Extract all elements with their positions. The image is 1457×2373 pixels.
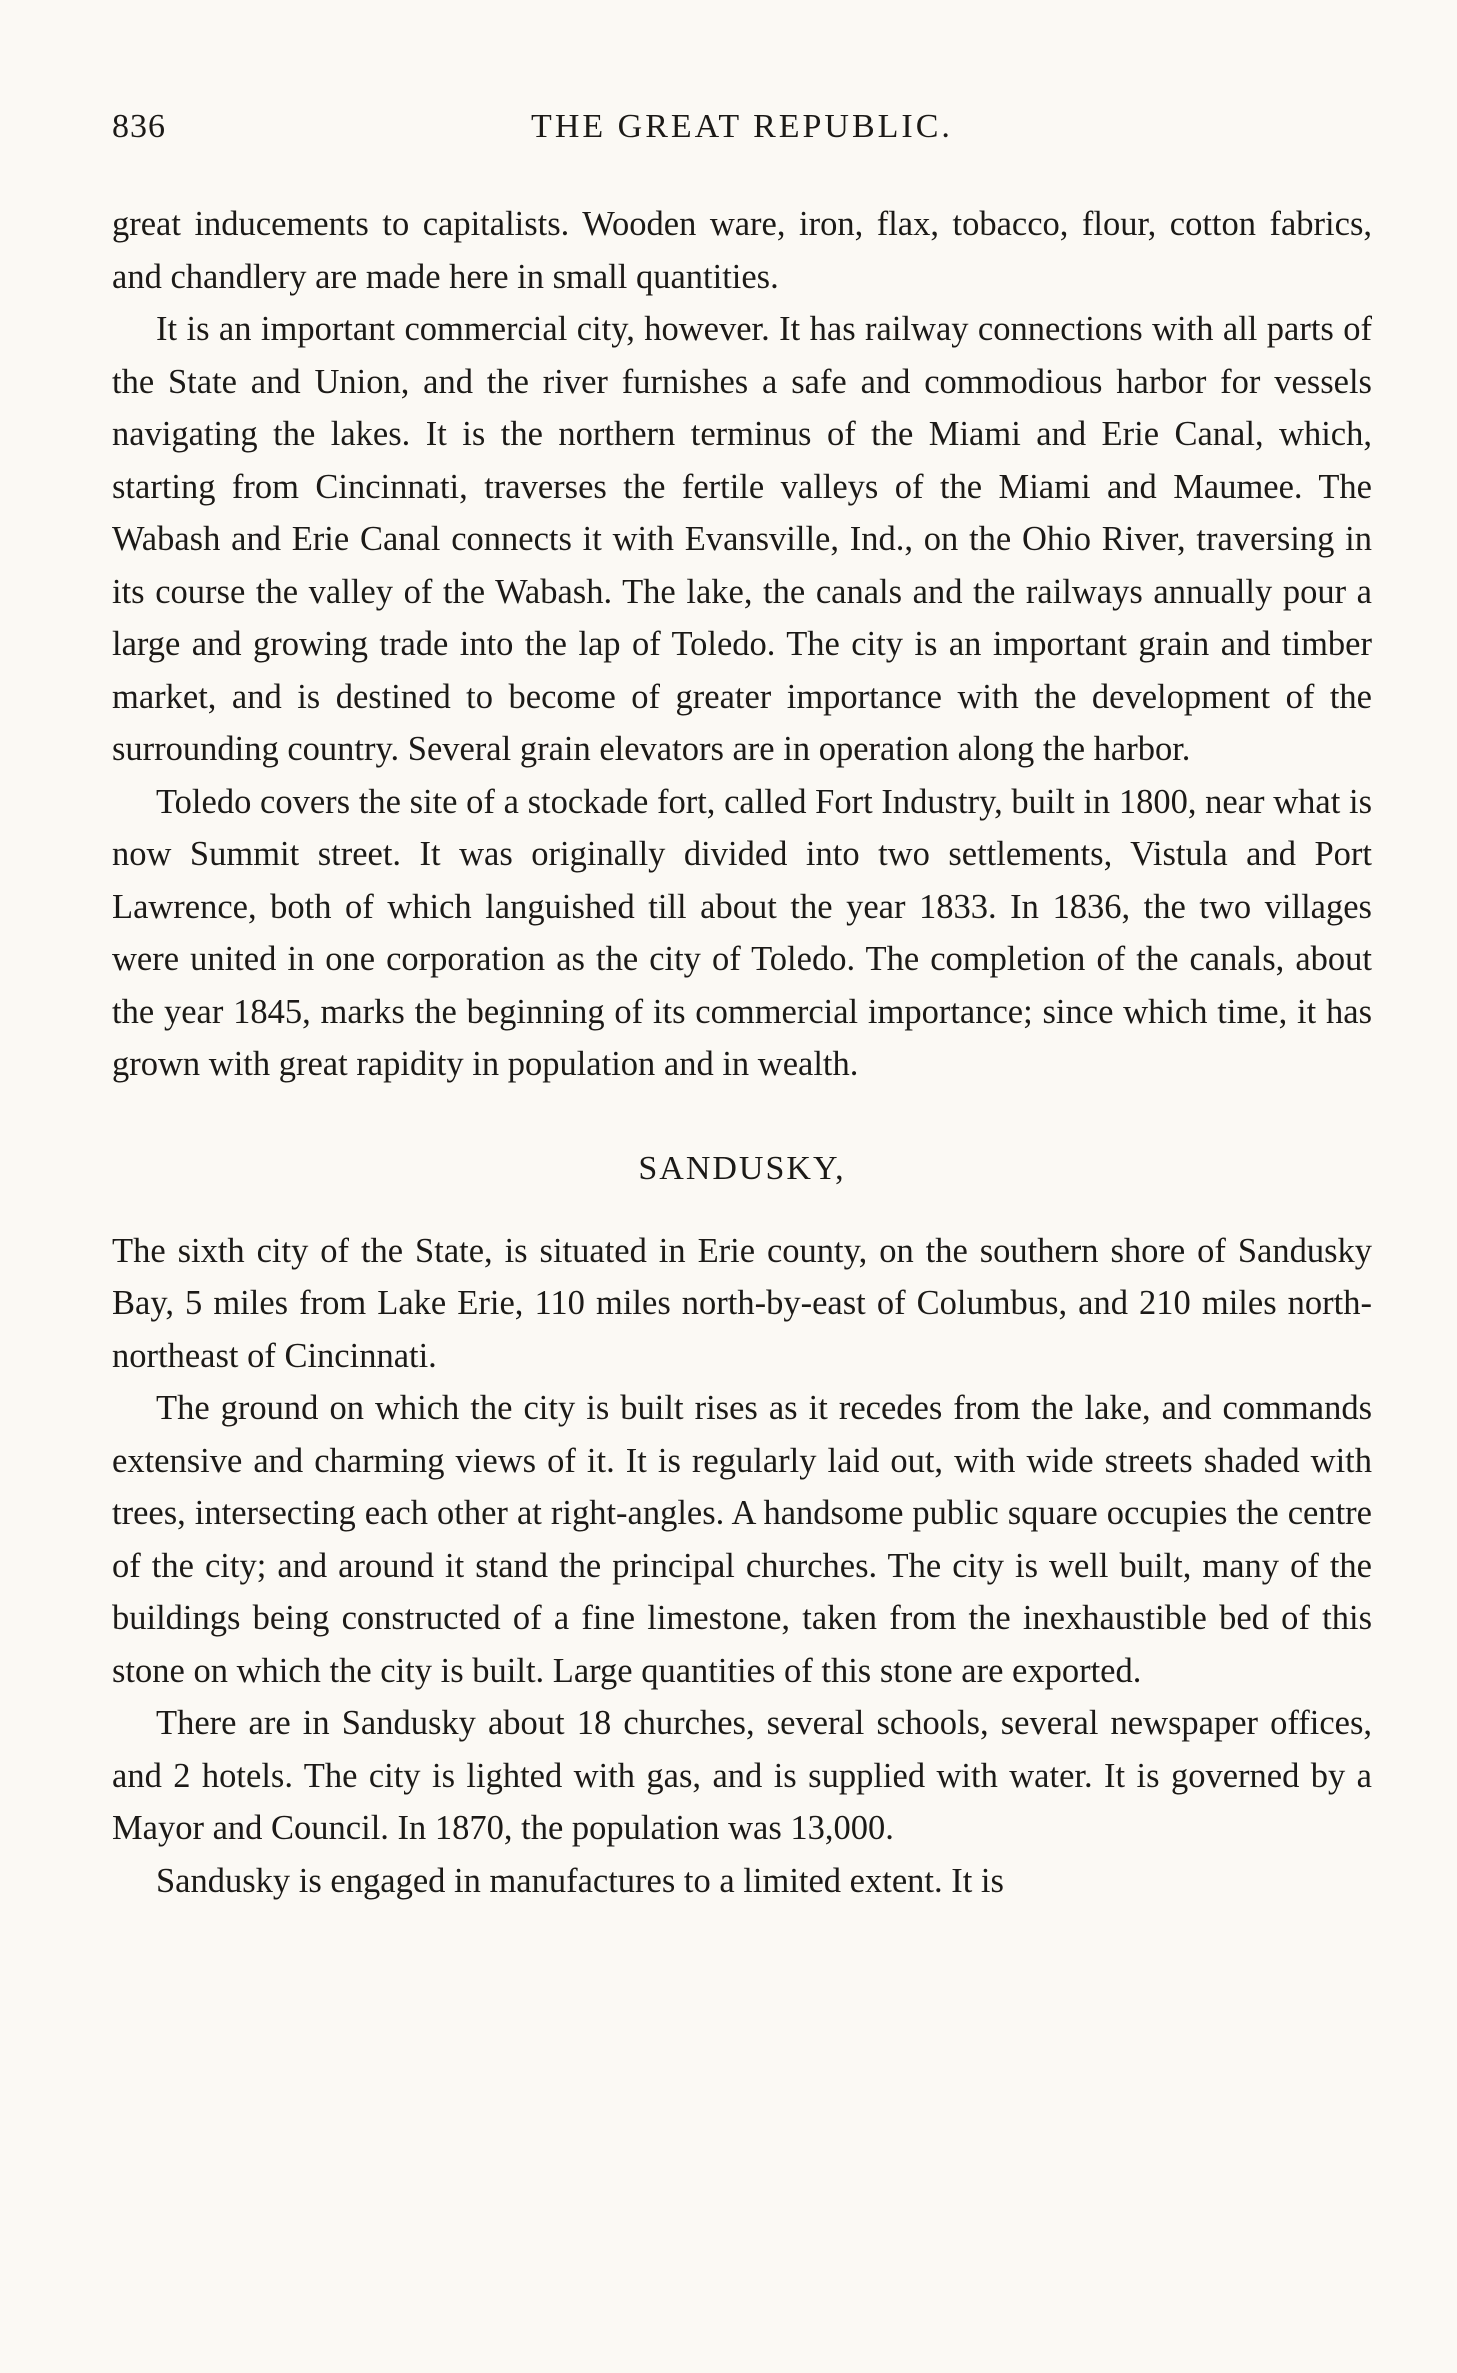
paragraph: There are in Sandusky about 18 churches, several schools, several newspaper offices, and 2 hotels. The city is lighted with gas, and is supplied with water. It is governed by a Mayor and Council. In 1870, the population was 13,000. — [112, 1704, 1372, 1847]
paragraph-continued: great inducements to capitalists. Wooden ware, iron, flax, tobacco, flour, cotton fabrics, and chandlery are made here in small quantities. — [112, 205, 1372, 296]
body-text — [112, 198, 1372, 1907]
section-heading: SANDUSKY, — [638, 1149, 846, 1187]
paragraph: Toledo covers the site of a stockade fort, called Fort Industry, built in 1800, near what is now Summit street. It was originally divided into two settlements, Vistula and Port Lawrence, both of which languished till about the year 1833. In 1836, the two villages were united in one corporation as the city of Toledo. The completion of the canals, about the year 1845, marks the beginning of its commercial importance; since which time, it has grown with great rapidity in population and in wealth. — [112, 782, 1372, 1083]
paragraph: It is an important commercial city, however. It has railway connections with all parts of the State and Union, and the river furnishes a safe and commodious harbor for vessels navigating the lakes. It is the northern terminus of the Miami and Erie Canal, which, starting from Cincinnati, traverses the fertile valleys of the Miami and Maumee. The Wabash and Erie Canal connects it with Evansville, Ind., on the Ohio River, traversing in its course the valley of the Wabash. The lake, the canals and the railways annually pour a large and growing trade into the lap of Toledo. The city is an important grain and timber market, and is destined to become of greater importance with the development of the surrounding country. Several grain elevators are in operation along the harbor. — [112, 310, 1372, 768]
page-number: 836 — [112, 108, 166, 145]
paragraph: The ground on which the city is built rises as it recedes from the lake, and commands extensive and charming views of it. It is regularly laid out, with wide streets shaded with trees, intersecting each other at right-angles. A handsome public square occupies the centre of the city; and around it stand the principal churches. The city is well built, many of the buildings being constructed of a fine limestone, taken from the inexhaustible bed of this stone on which the city is built. Large quantities of this stone are exported. — [112, 1389, 1372, 1690]
paragraph: The sixth city of the State, is situated in Erie county, on the southern shore of Sandusky Bay, 5 miles from Lake Erie, 110 miles north-by-east of Columbus, and 210 miles north-northeast of Cincinnati. — [112, 1231, 1372, 1375]
running-header — [112, 108, 1372, 168]
page-content — [112, 108, 1372, 1907]
paragraph-truncated: Sandusky is engaged in manufactures to a limited extent. It is — [156, 1861, 1004, 1900]
running-title: THE GREAT REPUBLIC. — [531, 108, 953, 145]
